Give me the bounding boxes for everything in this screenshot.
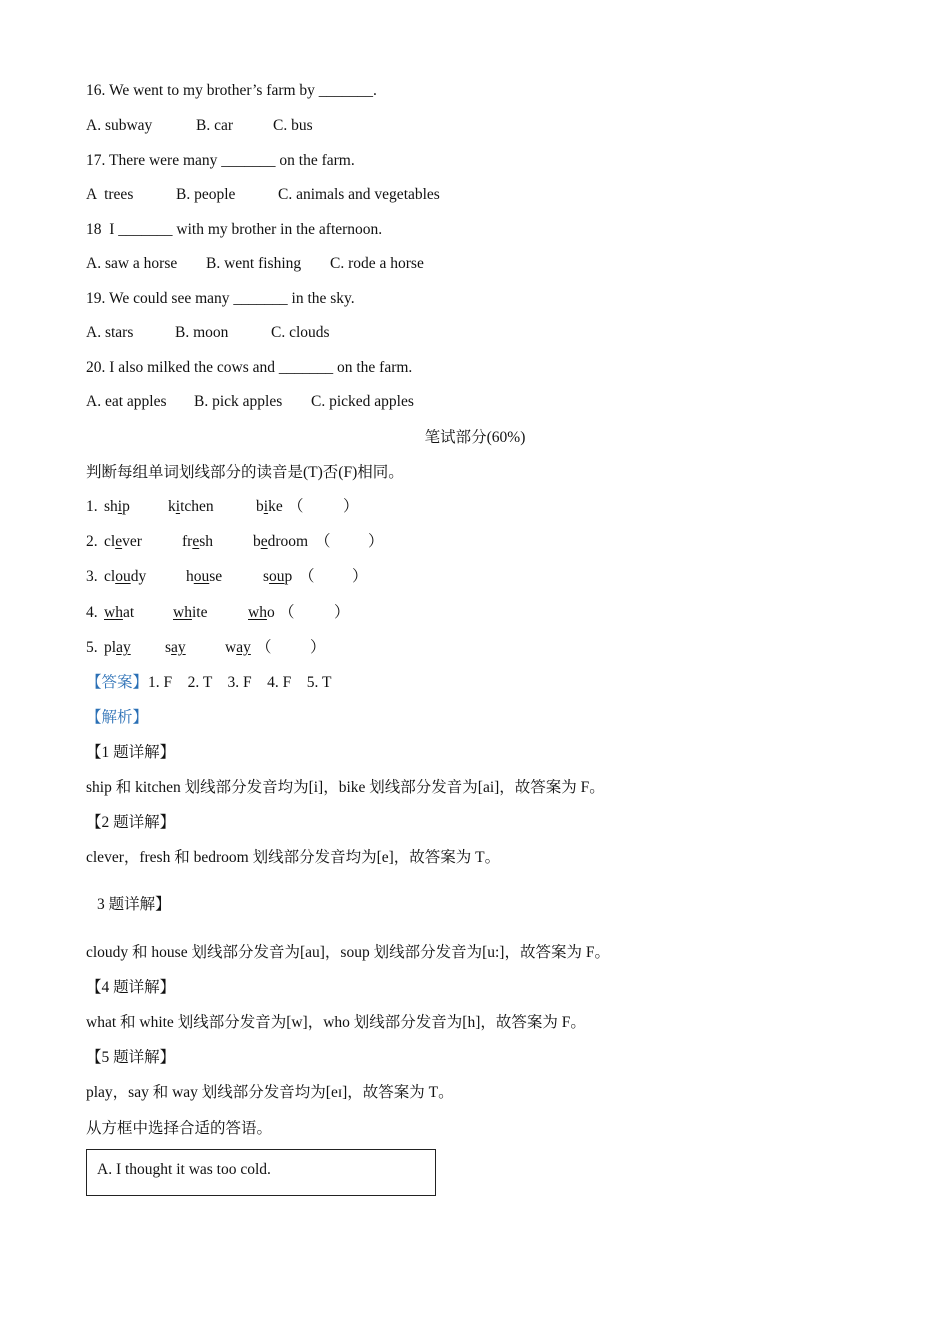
word-part: se <box>209 568 223 585</box>
answer-paren-close: ） <box>310 639 326 656</box>
analysis-tag: 【解析】 <box>86 709 149 726</box>
q19-option-b: B. moon <box>175 324 229 341</box>
word-part: ite <box>191 604 208 621</box>
underlined-letters: ay <box>171 639 186 656</box>
detail-3-text: cloudy 和 house 划线部分发音为[au]，soup 划线部分发音为[u:]，故答案为 F。 <box>86 944 610 961</box>
word-part: w <box>225 639 237 656</box>
underlined-letters: ou <box>269 568 285 585</box>
answer-paren-close: ） <box>343 498 359 515</box>
question-17-stem: 17. There were many _______ on the farm. <box>86 152 355 169</box>
word-part: h <box>186 568 194 585</box>
detail-1-head: 【1 题详解】 <box>86 744 176 761</box>
detail-5-text: play，say 和 way 划线部分发音均为[eɪ]，故答案为 T。 <box>86 1084 454 1101</box>
underlined-letters: i <box>117 498 123 515</box>
q16-option-c: C. bus <box>273 117 313 134</box>
word-part: dy <box>130 568 147 585</box>
phonics-item-5-number: 5. <box>86 639 98 656</box>
phonics-item-4-word-2 <box>173 603 207 623</box>
underlined-letters: ou <box>193 568 210 585</box>
phonics-item-2-word-2 <box>182 532 213 552</box>
q20-option-c: C. picked apples <box>311 393 414 410</box>
q16-option-a: A. subway <box>86 117 153 134</box>
underlined-letters: i <box>175 498 181 515</box>
answer-paren-open: （ <box>279 604 295 621</box>
phonics-item-5-word-2 <box>165 638 186 658</box>
underlined-letters: i <box>263 498 269 515</box>
word-part: ke <box>268 498 283 515</box>
phonics-item-5-word-1 <box>104 638 131 658</box>
word-part: cl <box>104 568 116 585</box>
answer-options-box <box>86 1149 436 1196</box>
word-part: cl <box>104 533 116 550</box>
q18-option-a: A. saw a horse <box>86 255 178 272</box>
q20-option-b: B. pick apples <box>194 393 283 410</box>
phonics-item-1-word-3 <box>256 497 283 517</box>
word-part: s <box>165 639 172 656</box>
detail-2-head: 【2 题详解】 <box>86 814 176 831</box>
phonics-item-1-word-1 <box>104 497 130 517</box>
answer-paren-close: ） <box>334 604 350 621</box>
box-option-a: A. I thought it was too cold. <box>97 1161 271 1178</box>
word-part: s <box>263 568 270 585</box>
underlined-letters: e <box>192 533 200 550</box>
underlined-letters: ay <box>116 639 131 656</box>
detail-1-text: ship 和 kitchen 划线部分发音均为[i]，bike 划线部分发音为[ai]，故答案为 F。 <box>86 779 605 796</box>
word-part: fr <box>182 533 193 550</box>
underlined-letters: wh <box>173 604 192 621</box>
q18-option-c: C. rode a horse <box>330 255 424 272</box>
answer-paren-close: ） <box>368 533 384 550</box>
q17-option-a: A trees <box>86 186 134 203</box>
word-part: sh <box>199 533 214 550</box>
q16-option-b: B. car <box>196 117 234 134</box>
phonics-item-4-word-3 <box>248 603 275 623</box>
q19-option-c: C. clouds <box>271 324 330 341</box>
q19-option-a: A. stars <box>86 324 134 341</box>
question-19-stem: 19. We could see many _______ in the sky. <box>86 290 355 307</box>
phonics-item-2-word-3 <box>253 532 308 552</box>
phonics-item-4-word-1 <box>104 603 134 623</box>
phonics-item-3-word-2 <box>186 567 222 587</box>
answer-paren-open: （ <box>256 639 272 656</box>
underlined-letters: e <box>115 533 123 550</box>
underlined-letters: e <box>260 533 268 550</box>
phonics-item-2-word-1 <box>104 532 142 552</box>
answer-paren-open: （ <box>315 533 331 550</box>
word-part: o <box>266 604 275 621</box>
phonics-item-1-number: 1. <box>86 498 98 515</box>
word-part: sh <box>104 498 118 515</box>
answer-paren-open: （ <box>299 568 315 585</box>
answer-paren-close: ） <box>352 568 368 585</box>
phonics-item-3-word-1 <box>104 567 146 587</box>
word-part: b <box>253 533 261 550</box>
word-part: at <box>122 604 135 621</box>
detail-4-head: 【4 题详解】 <box>86 979 176 996</box>
word-part: k <box>168 498 176 515</box>
word-part: tchen <box>180 498 214 515</box>
phonics-item-3-number: 3. <box>86 568 98 585</box>
detail-2-text: clever，fresh 和 bedroom 划线部分发音均为[e]，故答案为 T。 <box>86 849 501 866</box>
q20-option-a: A. eat apples <box>86 393 167 410</box>
phonics-item-4-number: 4. <box>86 604 98 621</box>
detail-4-text: what 和 white 划线部分发音为[w]，who 划线部分发音为[h]，故答案为 F。 <box>86 1014 586 1031</box>
word-part: p <box>122 498 130 515</box>
word-part: ver <box>122 533 142 550</box>
answer-paren-open: （ <box>288 498 304 515</box>
detail-3-head: 3 题详解】 <box>97 896 171 913</box>
q18-option-b: B. went fishing <box>206 255 302 272</box>
underlined-letters: ou <box>115 568 131 585</box>
phonics-item-3-word-3 <box>263 567 292 587</box>
phonics-item-1-word-2 <box>168 497 214 517</box>
underlined-letters: wh <box>104 604 123 621</box>
q17-option-b: B. people <box>176 186 236 203</box>
choose-instruction: 从方框中选择合适的答语。 <box>86 1120 273 1137</box>
question-16-stem: 16. We went to my brother’s farm by _______. <box>86 82 377 99</box>
answer-line <box>86 673 331 693</box>
detail-5-head: 【5 题详解】 <box>86 1049 176 1066</box>
q17-option-c: C. animals and vegetables <box>278 186 440 203</box>
word-part: pl <box>104 639 117 656</box>
phonics-instruction: 判断每组单词划线部分的读音是(T)否(F)相同。 <box>86 464 404 481</box>
underlined-letters: wh <box>248 604 267 621</box>
question-18-stem: 18 I _______ with my brother in the afternoon. <box>86 221 383 238</box>
question-20-stem: 20. I also milked the cows and _______ on the farm. <box>86 359 413 376</box>
word-part: droom <box>267 533 309 550</box>
phonics-item-2-number: 2. <box>86 533 98 550</box>
section-title: 笔试部分(60%) <box>424 429 526 446</box>
word-part: p <box>284 568 293 585</box>
answer-text: 1. F 2. T 3. F 4. F 5. T <box>148 674 332 691</box>
phonics-item-5-word-3 <box>225 638 251 658</box>
word-part: b <box>256 498 264 515</box>
underlined-letters: ay <box>236 639 251 656</box>
answer-tag: 【答案】 <box>86 674 149 691</box>
